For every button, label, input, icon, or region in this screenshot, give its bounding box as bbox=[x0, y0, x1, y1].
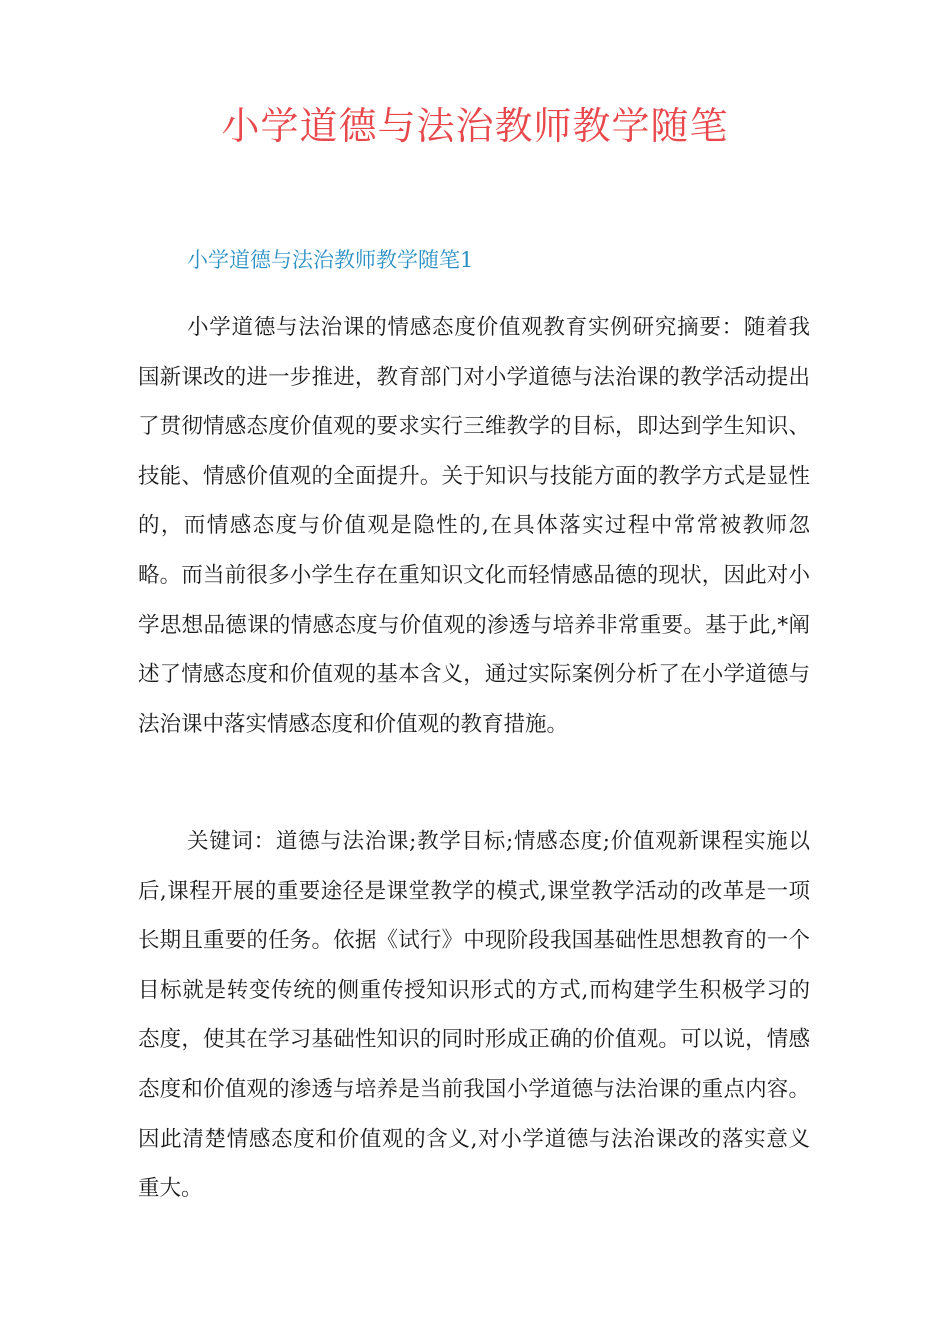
section-heading: 小学道德与法治教师教学随笔1 bbox=[187, 248, 474, 272]
document-title: 小学道德与法治教师教学随笔 bbox=[221, 104, 729, 148]
body-paragraph-keywords: 关键词：道德与法治课;教学目标;情感态度;价值观新课程实施以后,课程开展的重要途径是课堂教学的模式,课堂教学活动的改革是一项长期且重要的任务。依据《试行》中现阶段我国基础性思想教育的一个目标就是转变传统的侧重传授知识形式的方式,而构建学生积极学习的态度，使其在学习基础性知识的同时形成正确的价值观。可以说，情感态度和价值观的渗透与培养是当前我国小学道德与法治课的重点内容。因此清楚情感态度和价值观的含义,对小学道德与法治课改的落实意义重大。 bbox=[138, 829, 810, 1202]
body-paragraph-abstract: 小学道德与法治课的情感态度价值观教育实例研究摘要：随着我国新课改的进一步推进，教育部门对小学道德与法治课的教学活动提出了贯彻情感态度价值观的要求实行三维教学的目标，即达到学生知识、技能、情感价值观的全面提升。关于知识与技能方面的教学方式是显性的，而情感态度与价值观是隐性的,在具体落实过程中常常被教师忽略。而当前很多小学生存在重知识文化而轻情感品德的现状，因此对小学思想品德课的情感态度与价值观的渗透与培养非常重要。基于此,*阐述了情感态度和价值观的基本含义，通过实际案例分析了在小学道德与法治课中落实情感态度和价值观的教育措施。 bbox=[138, 315, 810, 737]
